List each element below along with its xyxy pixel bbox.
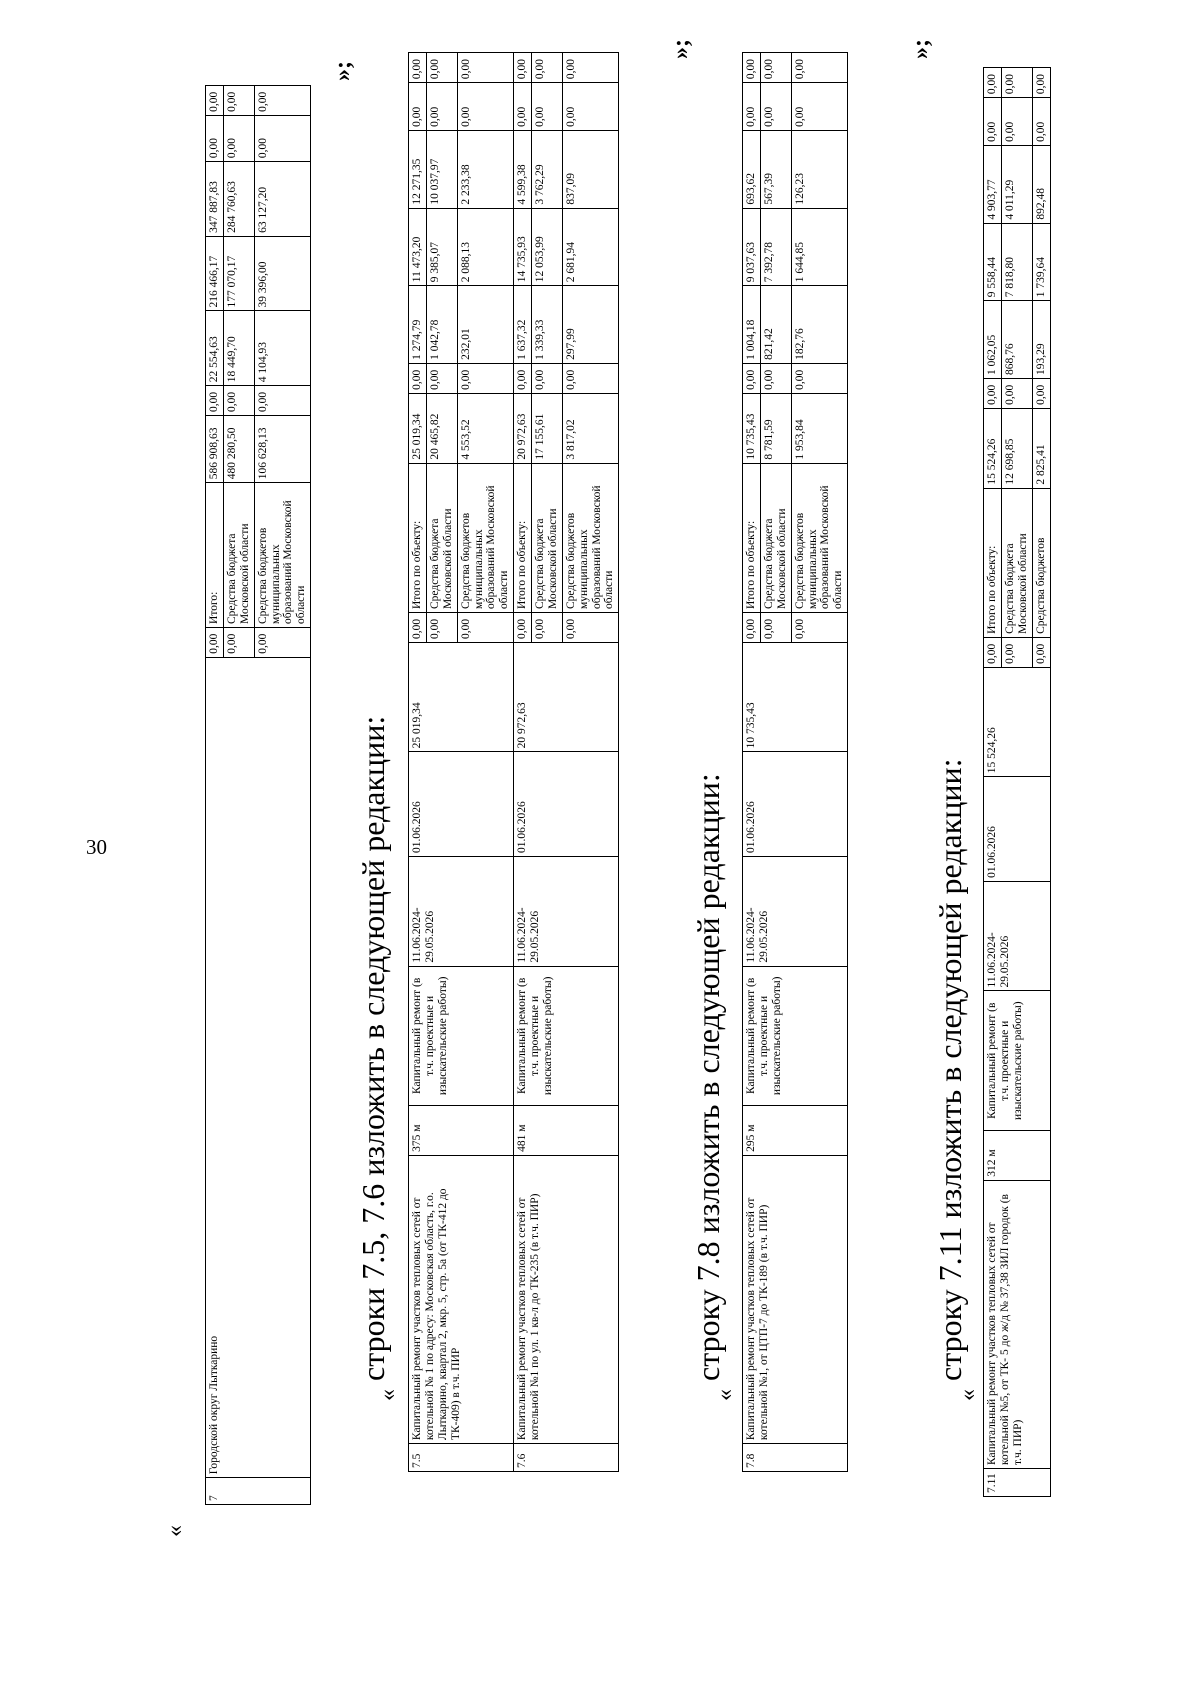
value-cell: 0,00 — [409, 83, 427, 131]
source-cell: Средства бюджета Московской области — [223, 483, 254, 628]
value-cell: 0,00 — [760, 53, 791, 83]
table-row-7 — [205, 85, 311, 1505]
opening-quote: « — [375, 1389, 401, 1401]
value-cell: 7 818,80 — [1001, 223, 1032, 301]
source-cell: Итого по объекту: — [514, 463, 532, 612]
value-cell: 2 233,38 — [457, 130, 514, 208]
value-cell: 0,00 — [1001, 378, 1032, 408]
source-cell: Средства бюджета Московской области — [1001, 488, 1032, 637]
value-cell: 7 392,78 — [760, 208, 791, 286]
finish-date: 01.06.2026 — [743, 752, 848, 857]
length-cell: 295 м — [743, 1106, 848, 1156]
value-cell: 0,00 — [532, 83, 563, 131]
value-cell: 0,00 — [743, 363, 761, 393]
value-cell: 4 599,38 — [514, 130, 532, 208]
value-cell: 0,00 — [1001, 68, 1032, 98]
value-cell: 2 825,41 — [1032, 408, 1050, 488]
value-cell: 0,00 — [791, 613, 848, 643]
value-cell: 182,76 — [791, 286, 848, 364]
length-cell: 481 м — [514, 1106, 619, 1156]
value-cell: 177 070,17 — [223, 236, 254, 311]
heading-rows-7-5-7-6: строки 7.5, 7.6 изложить в следующей редакции: — [355, 715, 391, 1381]
cost-cell: 20 972,63 — [514, 643, 619, 752]
value-cell: 0,00 — [562, 53, 619, 83]
value-cell: 892,48 — [1032, 145, 1050, 223]
value-cell: 0,00 — [791, 83, 848, 131]
value-cell: 9 037,63 — [743, 208, 761, 286]
value-cell: 11 473,20 — [409, 208, 427, 286]
finish-date: 01.06.2026 — [984, 777, 1051, 882]
value-cell: 0,00 — [1001, 98, 1032, 146]
row-number: 7 — [206, 1478, 311, 1505]
closing-quote: »; — [908, 39, 934, 59]
value-cell: 0,00 — [1032, 68, 1050, 98]
value-cell: 0,00 — [984, 378, 1002, 408]
value-cell: 3 817,02 — [562, 393, 619, 463]
value-cell: 193,29 — [1032, 301, 1050, 379]
value-cell: 0,00 — [532, 363, 563, 393]
value-cell: 0,00 — [514, 363, 532, 393]
closing-quote: »; — [668, 39, 694, 59]
value-cell: 0,00 — [426, 83, 457, 131]
value-cell: 567,39 — [760, 130, 791, 208]
value-cell: 821,42 — [760, 286, 791, 364]
object-name: Капитальный ремонт участков тепловых сетей от котельной №1, от ЦТП-7 до ТК-189 (в т.ч. ПИР) — [743, 1155, 848, 1443]
value-cell: 0,00 — [457, 613, 514, 643]
value-cell: 0,00 — [1001, 637, 1032, 667]
period-cell: 11.06.2024-29.05.2026 — [984, 881, 1051, 991]
source-cell: Средства бюджетов муниципальных образований Московской области — [254, 483, 311, 628]
value-cell: 837,09 — [562, 130, 619, 208]
row-number: 7.6 — [514, 1444, 619, 1472]
value-cell: 12 053,99 — [532, 208, 563, 286]
value-cell: 0,00 — [223, 627, 254, 657]
value-cell: 586 908,63 — [206, 415, 224, 482]
value-cell: 0,00 — [409, 53, 427, 83]
value-cell: 4 011,29 — [1001, 145, 1032, 223]
value-cell: 0,00 — [984, 98, 1002, 146]
value-cell: 22 554,63 — [206, 311, 224, 386]
row-number: 7.8 — [743, 1444, 848, 1472]
value-cell: 0,00 — [984, 637, 1002, 667]
value-cell: 106 628,13 — [254, 415, 311, 482]
value-cell: 4 903,77 — [984, 145, 1002, 223]
value-cell: 0,00 — [562, 363, 619, 393]
value-cell: 2 088,13 — [457, 208, 514, 286]
value-cell: 0,00 — [223, 386, 254, 416]
opening-quote: « — [712, 1389, 738, 1401]
cost-cell: 15 524,26 — [984, 667, 1051, 776]
value-cell: 0,00 — [760, 83, 791, 131]
period-cell: 11.06.2024-29.05.2026 — [409, 857, 514, 967]
value-cell: 3 762,29 — [532, 130, 563, 208]
finish-date: 01.06.2026 — [409, 752, 514, 857]
source-cell: Средства бюджета Московской области — [426, 463, 457, 612]
value-cell: 8 781,59 — [760, 393, 791, 463]
value-cell: 39 396,00 — [254, 236, 311, 311]
page-number: 30 — [86, 835, 107, 859]
value-cell: 0,00 — [254, 86, 311, 116]
source-cell: Средства бюджетов — [1032, 488, 1050, 637]
value-cell: 12 271,35 — [409, 130, 427, 208]
value-cell: 0,00 — [562, 83, 619, 131]
work-type: Капитальный ремонт (в т.ч. проектные и изыскательские работы) — [743, 966, 848, 1106]
value-cell: 1 637,32 — [514, 286, 532, 364]
source-cell: Итого по объекту: — [743, 463, 761, 612]
value-cell: 693,62 — [743, 130, 761, 208]
value-cell: 0,00 — [206, 86, 224, 116]
value-cell: 0,00 — [514, 613, 532, 643]
value-cell: 1 644,85 — [791, 208, 848, 286]
value-cell: 0,00 — [223, 115, 254, 161]
value-cell: 0,00 — [254, 386, 311, 416]
length-cell: 312 м — [984, 1131, 1051, 1181]
value-cell: 0,00 — [514, 83, 532, 131]
value-cell: 1 339,33 — [532, 286, 563, 364]
value-cell: 9 385,07 — [426, 208, 457, 286]
value-cell: 1 062,05 — [984, 301, 1002, 379]
value-cell: 0,00 — [206, 386, 224, 416]
value-cell: 0,00 — [984, 68, 1002, 98]
value-cell: 10 735,43 — [743, 393, 761, 463]
row-number: 7.5 — [409, 1444, 514, 1472]
value-cell: 0,00 — [514, 53, 532, 83]
value-cell: 17 155,61 — [532, 393, 563, 463]
value-cell: 18 449,70 — [223, 311, 254, 386]
value-cell: 1 274,79 — [409, 286, 427, 364]
value-cell: 0,00 — [409, 363, 427, 393]
source-cell: Средства бюджетов муниципальных образований Московской области — [791, 463, 848, 612]
finish-date: 01.06.2026 — [514, 752, 619, 857]
value-cell: 480 280,50 — [223, 415, 254, 482]
source-cell: Средства бюджетов муниципальных образований Московской области — [562, 463, 619, 612]
cost-cell: 25 019,34 — [409, 643, 514, 752]
value-cell: 1 739,64 — [1032, 223, 1050, 301]
value-cell: 0,00 — [743, 53, 761, 83]
value-cell: 0,00 — [457, 363, 514, 393]
value-cell: 0,00 — [206, 627, 224, 657]
value-cell: 0,00 — [206, 115, 224, 161]
source-cell: Средства бюджетов муниципальных образований Московской области — [457, 463, 514, 612]
row-number: 7.11 — [984, 1469, 1051, 1497]
value-cell: 0,00 — [791, 53, 848, 83]
source-cell: Итого: — [206, 483, 224, 628]
value-cell: 12 698,85 — [1001, 408, 1032, 488]
source-cell: Итого по объекту: — [984, 488, 1002, 637]
value-cell: 0,00 — [457, 83, 514, 131]
opening-quote: « — [162, 1525, 188, 1537]
value-cell: 126,23 — [791, 130, 848, 208]
length-cell: 375 м — [409, 1106, 514, 1156]
value-cell: 0,00 — [743, 83, 761, 131]
cost-cell: 10 735,43 — [743, 643, 848, 752]
work-type: Капитальный ремонт (в т.ч. проектные и изыскательские работы) — [984, 991, 1051, 1131]
value-cell: 4 553,52 — [457, 393, 514, 463]
table-rows-7-5-7-6 — [408, 52, 619, 1472]
work-type: Капитальный ремонт (в т.ч. проектные и изыскательские работы) — [514, 966, 619, 1106]
heading-row-7-11: строку 7.11 изложить в следующей редакции: — [932, 758, 968, 1381]
work-type: Капитальный ремонт (в т.ч. проектные и изыскательские работы) — [409, 966, 514, 1106]
value-cell: 1 042,78 — [426, 286, 457, 364]
value-cell: 0,00 — [426, 613, 457, 643]
value-cell: 0,00 — [562, 613, 619, 643]
value-cell: 0,00 — [791, 363, 848, 393]
value-cell: 0,00 — [1032, 98, 1050, 146]
value-cell: 25 019,34 — [409, 393, 427, 463]
source-cell: Средства бюджета Московской области — [760, 463, 791, 612]
period-cell: 11.06.2024-29.05.2026 — [743, 857, 848, 967]
value-cell: 0,00 — [1032, 637, 1050, 667]
value-cell: 0,00 — [426, 363, 457, 393]
object-name: Капитальный ремонт участков тепловых сетей от котельной № 1 по адресу: Московская область, г.о. Лыткарино, квартал 2, мкр. 5, стр. 5а (от ТК-412 до ТК-409) в т.ч. ПИР — [409, 1155, 514, 1443]
opening-quote: « — [955, 1389, 981, 1401]
value-cell: 0,00 — [254, 115, 311, 161]
value-cell: 4 104,93 — [254, 311, 311, 386]
value-cell: 9 558,44 — [984, 223, 1002, 301]
source-cell: Итого по объекту: — [409, 463, 427, 612]
value-cell: 0,00 — [743, 613, 761, 643]
value-cell: 284 760,63 — [223, 162, 254, 237]
value-cell: 0,00 — [532, 613, 563, 643]
value-cell: 232,01 — [457, 286, 514, 364]
value-cell: 0,00 — [760, 363, 791, 393]
value-cell: 347 887,83 — [206, 162, 224, 237]
source-cell: Средства бюджета Московской области — [532, 463, 563, 612]
value-cell: 10 037,97 — [426, 130, 457, 208]
value-cell: 216 466,17 — [206, 236, 224, 311]
value-cell: 15 524,26 — [984, 408, 1002, 488]
value-cell: 0,00 — [426, 53, 457, 83]
value-cell: 1 004,18 — [743, 286, 761, 364]
value-cell: 0,00 — [409, 613, 427, 643]
table-row-7-8 — [742, 52, 848, 1472]
value-cell: 0,00 — [760, 613, 791, 643]
value-cell: 63 127,20 — [254, 162, 311, 237]
value-cell: 868,76 — [1001, 301, 1032, 379]
object-name: Капитальный ремонт участков тепловых сетей от котельной №5, от ТК- 5 до ж/д № 37,38 ЗИЛ городок (в т.ч. ПИР) — [984, 1180, 1051, 1468]
period-cell: 11.06.2024-29.05.2026 — [514, 857, 619, 967]
value-cell: 0,00 — [1032, 378, 1050, 408]
value-cell: 20 972,63 — [514, 393, 532, 463]
table-row-7-11 — [983, 67, 1051, 1497]
value-cell: 0,00 — [457, 53, 514, 83]
value-cell: 20 465,82 — [426, 393, 457, 463]
heading-row-7-8: строку 7.8 изложить в следующей редакции: — [690, 773, 726, 1381]
closing-quote: »; — [330, 61, 356, 81]
value-cell: 0,00 — [223, 86, 254, 116]
object-name: Капитальный ремонт участков тепловых сетей от котельной №1 по ул. 1 кв-л до ТК-235 (в т.ч. ПИР) — [514, 1155, 619, 1443]
district-name: Городской округ Лыткарино — [206, 657, 311, 1478]
value-cell: 2 681,94 — [562, 208, 619, 286]
value-cell: 14 735,93 — [514, 208, 532, 286]
value-cell: 0,00 — [532, 53, 563, 83]
value-cell: 1 953,84 — [791, 393, 848, 463]
value-cell: 0,00 — [254, 627, 311, 657]
value-cell: 297,99 — [562, 286, 619, 364]
